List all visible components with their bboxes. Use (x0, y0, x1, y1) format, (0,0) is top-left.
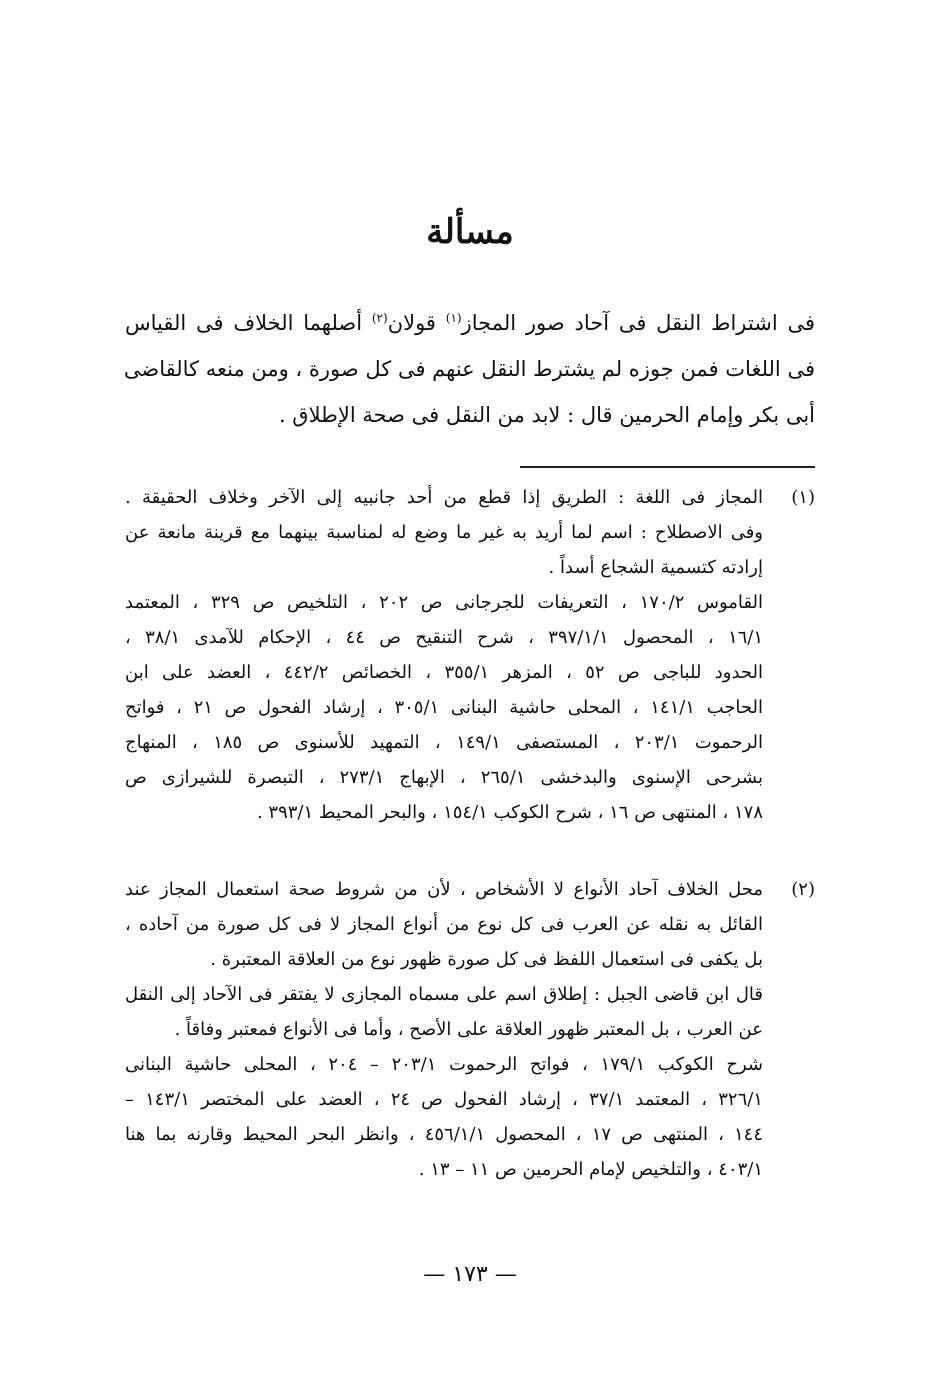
main-paragraph (125, 300, 815, 438)
footnote-2-body (125, 872, 763, 1187)
footnote-2-line: القائل به نقله عن العرب فى كل نوع من أنواع المجاز لا فى كل صورة من آحاده ، (125, 914, 763, 935)
footnote-1-line: الرحموت ٢٠٣/١ ، المستصفى ١٤٩/١ ، التمهيد للأسنوى ص ١٨٥ ، المنهاج (125, 732, 764, 753)
footnote-1 (125, 480, 815, 830)
footnote-1-line: ١٦/١ ، المحصول ٣٩٧/١/١ ، شرح التنقيح ص ٤٤ ، الإحكام للآمدى ٣٨/١ ، (125, 627, 764, 648)
footnote-ref-2[interactable]: (٢) (371, 311, 388, 325)
footnote-2-line: ١٤٤ ، المنتهى ص ١٧ ، المحصول ٤٥٦/١/١ ، وانظر البحر المحيط وقارنه بما هنا (125, 1124, 763, 1145)
footnote-2 (125, 872, 815, 1187)
footnote-1-line: ١٧٨ ، المنتهى ص ١٦ ، شرح الكوكب ١٥٤/١ ، والبحر المحيط ٣٩٣/١ . (256, 802, 763, 823)
footnote-1-line: الحاجب ١٤١/١ ، المحلى حاشية البنانى ٣٠٥/١ ، إرشاد الفحول ص ٢١ ، فواتح (125, 697, 763, 718)
footnote-1-line: وفى الاصطلاح : اسم لما أريد به غير ما وضع له لمناسبة بينهما مع قرينة مانعة عن (125, 522, 763, 543)
main-line-1-a: فى اشتراط النقل فى آحاد صور المجاز (461, 311, 815, 335)
main-line-1-b: قولان (387, 311, 436, 335)
main-line-1-c: أصلهما الخلاف فى القياس (125, 311, 363, 335)
main-line-3: أبى بكر وإمام الحرمين قال : لابد من النقل فى صحة الإطلاق . (278, 403, 815, 427)
footnote-1-line: بشرحى الإسنوى والبدخشى ٢٦٥/١ ، الإبهاج ٢٧٣/١ ، التبصرة للشيرازى ص (125, 767, 763, 788)
footnote-1-line: الحدود للباجى ص ٥٢ ، المزهر ٣٥٥/١ ، الخصائص ٤٤٢/٢ ، العضد على ابن (125, 662, 764, 683)
main-line-2: فى اللغات فمن جوزه لم يشترط النقل عنهم فى كل صورة ، ومن منعه كالقاضى (123, 357, 815, 381)
footnote-1-line: إرادته كتسمية الشجاع أسداً . (548, 557, 763, 578)
section-title: مسألة (426, 212, 514, 252)
footnote-2-line: ٣٢٦/١ ، المعتمد ٣٧/١ ، إرشاد الفحول ص ٢٤ ، العضد على المختصر ١٤٣/١ – (125, 1089, 763, 1110)
footnote-2-line: ٤٠٣/١ ، والتلخيص لإمام الحرمين ص ١١ – ١٣ . (418, 1159, 763, 1180)
page-number: — ١٧٣ — (423, 1262, 517, 1287)
footnote-2-number: (٢) (791, 879, 815, 900)
footnote-1-line: المجاز فى اللغة : الطريق إذا قطع من أحد جانبيه إلى الآخر وخلاف الحقيقة . (125, 487, 763, 508)
footnote-2-line: شرح الكوكب ١٧٩/١ ، فواتح الرحموت ٢٠٣/١ – ٢٠٤ ، المحلى حاشية البنانى (125, 1054, 763, 1075)
main-line-1 (125, 300, 815, 346)
footnote-1-line: القاموس ١٧٠/٢ ، التعريفات للجرجانى ص ٢٠٢ ، التلخيص ص ٣٢٩ ، المعتمد (125, 592, 763, 613)
footnote-2-line: محل الخلاف آحاد الأنواع لا الأشخاص ، لأن من شروط صحة استعمال المجاز عند (125, 879, 763, 900)
footnote-2-line: بل يكفى فى استعمال اللفظ فى كل صورة ظهور نوع من العلاقة المعتبرة . (210, 949, 763, 970)
footnote-1-body (125, 480, 763, 830)
footnote-2-line: عن العرب ، بل المعتبر ظهور العلاقة على الأصح ، وأما فى الأنواع فمعتبر وفاقاً . (174, 1019, 763, 1040)
footnote-2-line: قال ابن قاضى الجبل : إطلاق اسم على مسماه المجازى لا يفتقر فى الآحاد إلى النقل (125, 984, 763, 1005)
footnote-ref-1[interactable]: (١) (445, 311, 462, 325)
footnote-1-number: (١) (791, 487, 815, 508)
footnote-separator (520, 466, 815, 468)
